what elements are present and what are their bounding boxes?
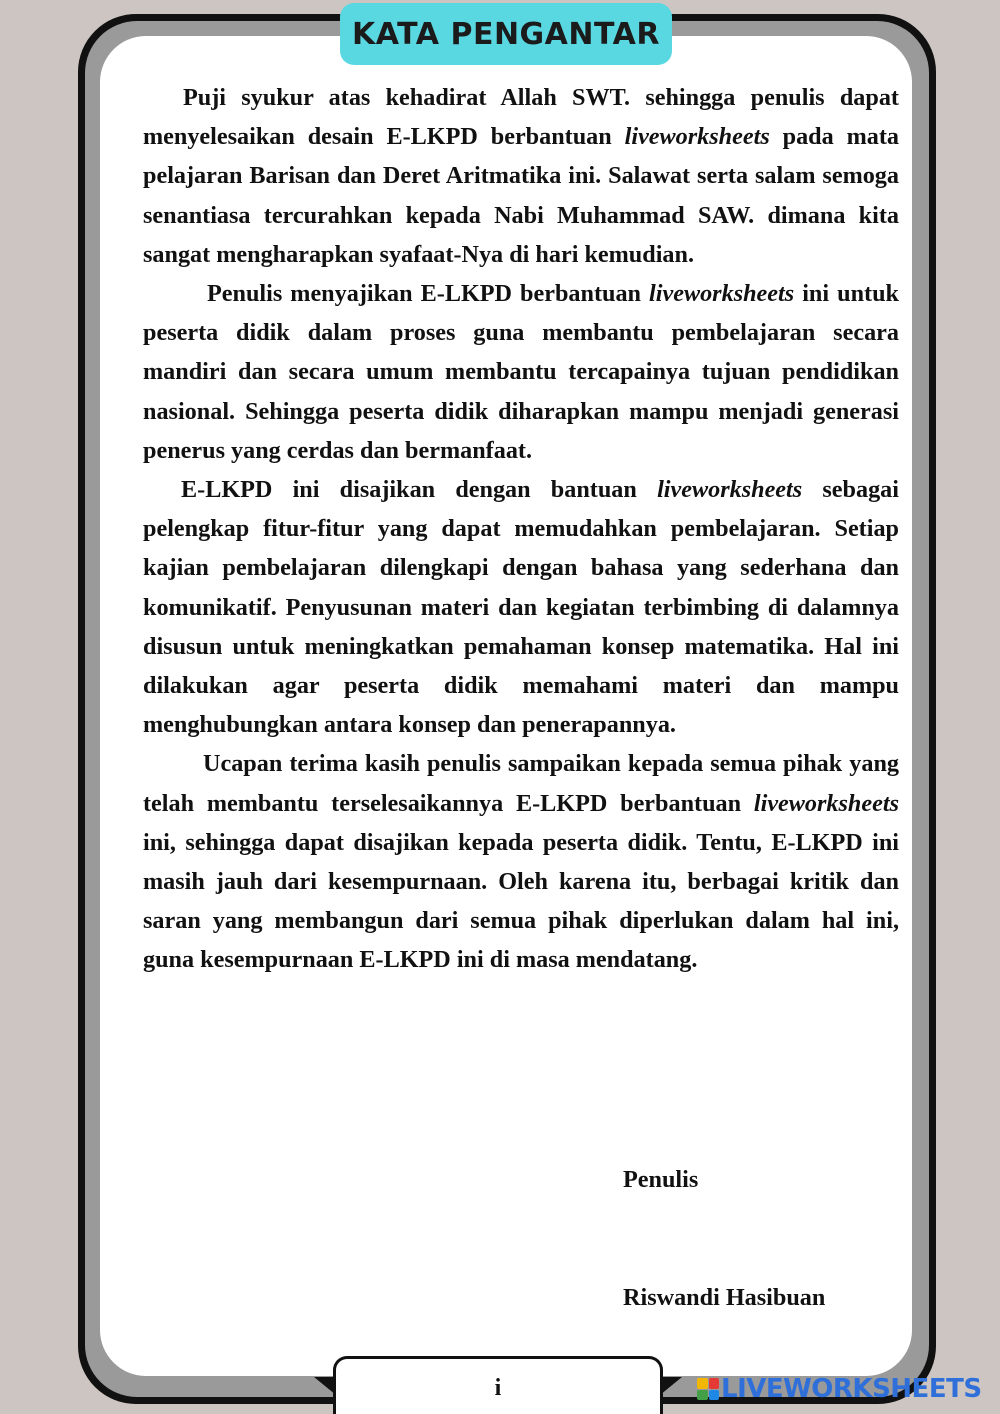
paragraph-1-text-b: pada mata pelajaran Barisan dan Deret Aritmatika ini. Salawat serta salam semoga senantiasa tercurahkan kepada Nabi Muhammad SAW. dimana kita sangat mengharapkan syafaat-Nya di hari kemudian. <box>143 123 900 268</box>
signature-role: Penulis <box>623 1166 699 1193</box>
paragraph-1-text-a: Puji syukur atas kehadirat Allah SWT. sehingga penulis dapat menyelesaikan desain E-LKPD berbantuan <box>143 84 899 151</box>
signature-name: Riswandi Hasibuan <box>623 1284 826 1311</box>
brand-name: LIVEWORKSHEETS <box>721 1374 982 1404</box>
paragraph-1 <box>143 78 899 274</box>
title-tab <box>340 3 672 65</box>
page-title: KATA PENGANTAR <box>352 16 660 52</box>
page-number-tab <box>333 1356 663 1414</box>
brand-watermark[interactable] <box>697 1374 982 1404</box>
page-number: i <box>494 1375 502 1401</box>
paragraph-3-text-b: sebagai pelengkap fitur-fitur yang dapat memudahkan pembelajaran. Setiap kajian pembelajaran dilengkapi dengan bahasa yang sederhana dan komunikatif. Penyusunan materi dan kegiatan terbimbing di dalamnya disusun untuk meningkatkan pemahaman konsep matematika. Hal ini dilakukan agar peserta didik memahami materi dan mampu menghubungkan antara konsep dan penerapannya. <box>143 476 899 739</box>
paragraph-3-text-a: E-LKPD ini disajikan dengan bantuan <box>181 476 658 504</box>
paragraph-2-text-a: Penulis menyajikan E-LKPD berbantuan <box>207 280 650 308</box>
paragraph-1-emphasis: liveworksheets <box>624 123 770 151</box>
paragraph-2-emphasis: liveworksheets <box>649 280 795 308</box>
paragraph-3-emphasis: liveworksheets <box>657 476 803 504</box>
paragraph-3 <box>143 470 899 744</box>
paragraph-4-text-b: ini, sehingga dapat disajikan kepada peserta didik. Tentu, E-LKPD ini masih jauh dari kesempurnaan. Oleh karena itu, berbagai kritik dan saran yang membangun dari semua pihak diperlukan dalam hal ini, guna kesempurnaan E-LKPD ini di masa mendatang. <box>143 828 899 974</box>
liveworksheets-logo-icon <box>697 1378 719 1400</box>
paragraph-4-emphasis: liveworksheets <box>753 789 899 817</box>
paragraph-4-text-a: Ucapan terima kasih penulis sampaikan kepada semua pihak yang telah membantu terselesaikannya E-LKPD berbantuan <box>143 750 899 817</box>
paragraph-2 <box>143 274 899 470</box>
paragraph-4 <box>143 744 899 979</box>
paragraph-2-text-b: ini untuk peserta didik dalam proses guna membantu pembelajaran secara mandiri dan secara umum membantu tercapainya tujuan pendidikan nasional. Sehingga peserta didik diharapkan mampu menjadi generasi penerus yang cerdas dan bermanfaat. <box>143 280 899 464</box>
preface-body <box>143 78 899 980</box>
